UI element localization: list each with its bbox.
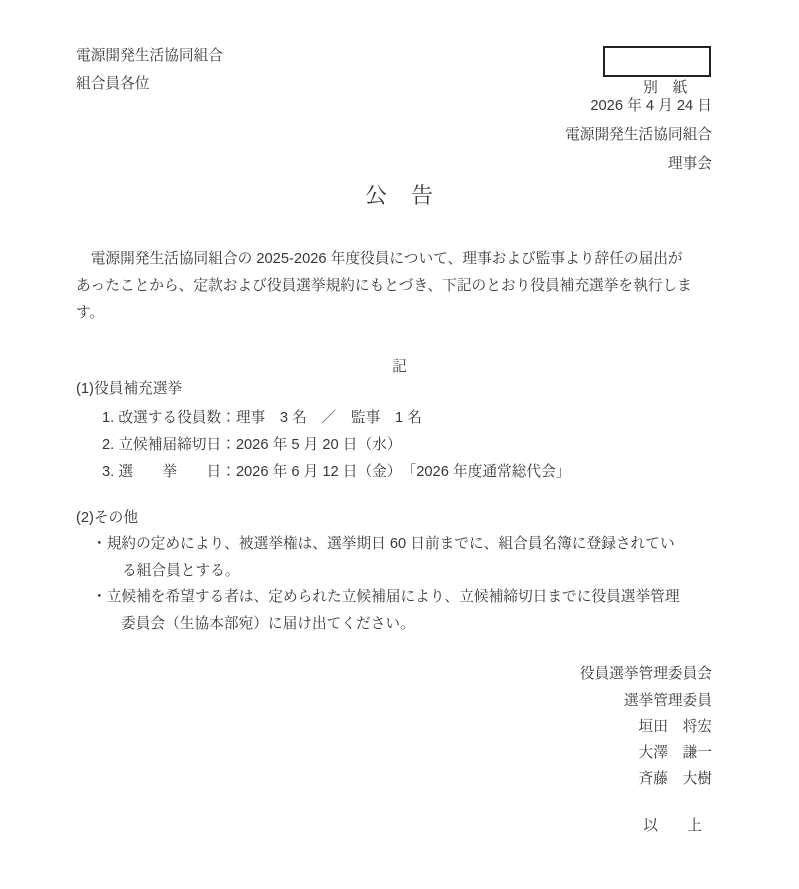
intro-line-2: あったことから、定款および役員選挙規約にもとづき、下記のとおり役員補充選挙を執行しま xyxy=(76,278,692,294)
attachment-box xyxy=(603,46,711,96)
intro-line-1: 電源開発生活協同組合の 2025-2026 年度役員について、理事および監事より辞任の届出が xyxy=(76,251,683,267)
section2-heading: (2)その他 xyxy=(76,510,139,526)
member-name-1: 垣田 将宏 xyxy=(638,719,712,735)
section1-item-1: 1. 改選する役員数：理事 3 名 ／ 監事 1 名 xyxy=(102,410,422,426)
intro-line-3: す。 xyxy=(76,305,105,321)
section1-item-2: 2. 立候補届締切日：2026 年 5 月 20 日（水） xyxy=(102,437,402,453)
issue-date: 2026 年 4 月 24 日 xyxy=(590,98,712,114)
section1-item-3: 3. 選 挙 日：2026 年 6 月 12 日（金） 「2026 年度通常総代会」 xyxy=(102,464,571,480)
recipient-salutation: 組合員各位 xyxy=(76,76,150,92)
section2-bullet2-line-2: 委員会（生協本部宛）に届け出てください。 xyxy=(121,616,415,632)
member-name-2: 大澤 謙一 xyxy=(638,745,712,761)
member-name-3: 斉藤 大樹 xyxy=(638,771,712,787)
recipient-org: 電源開発生活協同組合 xyxy=(76,48,223,64)
issuer-body: 理事会 xyxy=(667,156,712,172)
page-title: 公 告 xyxy=(364,183,434,208)
section1-heading: (1)役員補充選挙 xyxy=(76,381,183,397)
signature-committee: 役員選挙管理委員会 xyxy=(579,666,712,682)
signature-role: 選挙管理委員 xyxy=(623,693,712,709)
attachment-label: 別 紙 xyxy=(643,80,688,96)
section2-bullet1-line-2: る組合員とする。 xyxy=(122,563,240,579)
closing-mark: 以 上 xyxy=(643,818,702,834)
issuer-org: 電源開発生活協同組合 xyxy=(565,127,712,143)
section2-bullet2-line-1: ・立候補を希望する者は、定められた立候補届により、立候補締切日までに役員選挙管理 xyxy=(92,589,680,605)
section2-bullet1-line-1: ・規約の定めにより、被選挙権は、選挙期日 60 日前までに、組合員名簿に登録されてい xyxy=(92,536,675,552)
ki-marker: 記 xyxy=(392,359,407,375)
